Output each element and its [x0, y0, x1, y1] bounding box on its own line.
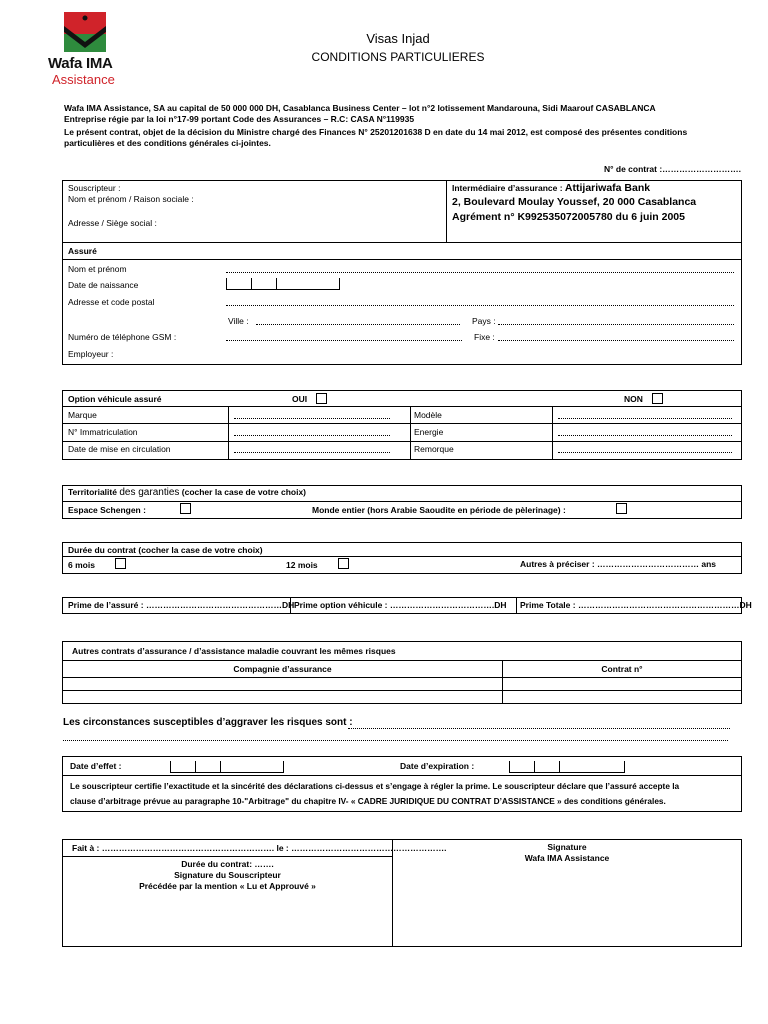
assure-fixe-label: Fixe : — [474, 332, 495, 342]
vehicule-marque-label: Marque — [68, 410, 97, 420]
assure-ville-field[interactable] — [256, 324, 460, 325]
intro-line-4: particulières et des conditions générales ci-jointes. — [64, 138, 271, 148]
assure-fixe-field[interactable] — [498, 340, 734, 341]
assure-pays-label: Pays : — [472, 316, 496, 326]
assure-nom-label: Nom et prénom — [68, 264, 127, 274]
territorialite-label-2: des garanties — [119, 487, 180, 498]
vehicule-oui-label: OUI — [292, 394, 308, 404]
intro-line-2: Entreprise régie par la loi n°17-99 portant Code des Assurances – R.C: CASA N°119935 — [64, 114, 415, 124]
territorialite-label-3: (cocher la case de votre choix) — [181, 487, 307, 497]
assure-nom-field[interactable] — [226, 272, 734, 273]
col-compagnie: Compagnie d’assurance — [233, 664, 332, 674]
prime-vehicule-field[interactable]: Prime option véhicule : ……………………………….DH — [294, 600, 507, 610]
assure-naissance-label: Date de naissance — [68, 280, 139, 290]
territorialite-label: Territorialité — [68, 487, 117, 497]
duree-label: Durée du contrat (cocher la case de votre choix) — [68, 545, 263, 555]
vehicule-non-checkbox[interactable] — [652, 393, 663, 404]
declaration-line-2: clause d’arbitrage prévue au paragraphe 10-"Arbitrage" du chapitre IV- « CADRE JURIDIQUE DU CONTRAT D’ASSISTANCE » des conditions générales. — [70, 796, 666, 806]
date-expiration-label: Date d’expiration : — [400, 761, 475, 771]
col-contrat: Contrat n° — [601, 664, 643, 674]
vehicule-date-label: Date de mise en circulation — [68, 444, 171, 454]
monde-checkbox[interactable] — [616, 503, 627, 514]
duree-douze-label: 12 mois — [286, 560, 318, 570]
assure-adresse-field[interactable] — [226, 305, 734, 306]
vehicule-date-field[interactable] — [234, 452, 390, 453]
table-row[interactable] — [63, 678, 741, 690]
assure-adresse-label: Adresse et code postal — [68, 297, 155, 307]
duree-six-checkbox[interactable] — [115, 558, 126, 569]
intermediaire-label: Intermédiaire d’assurance : — [452, 183, 563, 193]
vehicule-non-label: NON — [624, 394, 643, 404]
intermediaire-name: Attijariwafa Bank — [564, 182, 651, 194]
fait-a-field[interactable]: Fait à : ……………………………………………………. le : ………………………………………………. — [72, 843, 447, 853]
prime-totale-field[interactable]: Prime Totale : …………………………………………………DH — [520, 600, 752, 610]
signature-company: Wafa IMA Assistance — [524, 853, 610, 863]
souscripteur-name-label[interactable]: Nom et prénom / Raison sociale : — [68, 194, 194, 204]
prime-assure-field[interactable]: Prime de l’assuré : …………………………………………DH — [68, 600, 295, 610]
logo-sub: Assistance — [52, 72, 115, 87]
declaration-line-1: Le souscripteur certifie l’exactitude et la sincérité des déclarations ci-dessus et s’engage à régler la prime. Le souscripteur déclare que l’assuré accepte la — [70, 781, 680, 791]
signature-area-souscripteur[interactable] — [63, 895, 392, 945]
intermediaire-label-row — [452, 182, 650, 194]
schengen-label: Espace Schengen : — [68, 505, 146, 515]
territorialite-label-row — [68, 487, 306, 498]
signature-mention: Précédée par la mention « Lu et Approuvé » — [139, 881, 316, 891]
duree-six-label: 6 mois — [68, 560, 95, 570]
intermediaire-agrement: Agrément n° K992535072005780 du 6 juin 2005 — [452, 211, 685, 223]
assure-gsm-label: Numéro de téléphone GSM : — [68, 332, 177, 342]
vehicule-remorque-field[interactable] — [558, 452, 732, 453]
logo-mark — [64, 12, 106, 52]
vehicule-immat-label: N° Immatriculation — [68, 427, 138, 437]
signature-souscripteur: Signature du Souscripteur — [174, 870, 281, 880]
vehicule-energie-field[interactable] — [558, 435, 732, 436]
souscripteur-address-label[interactable]: Adresse / Siège social : — [68, 218, 157, 228]
date-effet-label: Date d’effet : — [70, 761, 122, 771]
vehicule-remorque-label: Remorque — [414, 444, 454, 454]
table-row[interactable] — [63, 691, 741, 703]
intro-line-3: Le présent contrat, objet de la décision du Ministre chargé des Finances N° 25201201638 D en date du 14 mai 2012, est composé des présentes conditions — [64, 127, 688, 137]
logo — [48, 12, 128, 92]
circonstances-field-2[interactable] — [63, 740, 728, 741]
assure-gsm-field[interactable] — [226, 340, 462, 341]
vehicule-modele-label: Modèle — [414, 410, 442, 420]
assure-ville-label: Ville : — [228, 316, 249, 326]
duree-douze-checkbox[interactable] — [338, 558, 349, 569]
logo-brand: Wafa IMA — [48, 55, 113, 72]
assure-box — [62, 242, 742, 365]
schengen-checkbox[interactable] — [180, 503, 191, 514]
vehicule-oui-checkbox[interactable] — [316, 393, 327, 404]
autres-contrats-title: Autres contrats d’assurance / d’assistance maladie couvrant les mêmes risques — [72, 646, 396, 656]
circonstances-label: Les circonstances susceptibles d’aggraver les risques sont : — [63, 717, 353, 728]
duree-autres-field[interactable]: Autres à préciser : ……………………………… ans — [520, 559, 717, 569]
assure-employeur-label[interactable]: Employeur : — [68, 349, 114, 359]
document-title: Visas Injad — [366, 31, 430, 46]
assure-pays-field[interactable] — [498, 324, 734, 325]
signature-area-company[interactable] — [393, 866, 741, 945]
vehicule-modele-field[interactable] — [558, 418, 732, 419]
intermediaire-address: 2, Boulevard Moulay Youssef, 20 000 Casablanca — [452, 196, 697, 208]
signature-title: Signature — [547, 842, 587, 852]
monde-label: Monde entier (hors Arabie Saoudite en période de pèlerinage) : — [312, 505, 566, 515]
intro-line-1: Wafa IMA Assistance, SA au capital de 50 000 000 DH, Casablanca Business Center – lot n°2 lotissement Mandarouna, Sidi Maarouf CASABLANCA — [64, 103, 656, 113]
souscripteur-label: Souscripteur : — [68, 183, 121, 193]
contract-number[interactable]: N° de contrat :………………………. — [604, 164, 742, 174]
vehicule-marque-field[interactable] — [234, 418, 390, 419]
vehicule-option-label: Option véhicule assuré — [68, 394, 162, 404]
signature-duree: Durée du contrat: ……. — [181, 859, 274, 869]
assure-title: Assuré — [68, 246, 97, 256]
document-subtitle: CONDITIONS PARTICULIERES — [311, 50, 485, 64]
vehicule-immat-field[interactable] — [234, 435, 390, 436]
circonstances-field-1[interactable] — [348, 728, 730, 729]
vehicule-energie-label: Energie — [414, 427, 444, 437]
